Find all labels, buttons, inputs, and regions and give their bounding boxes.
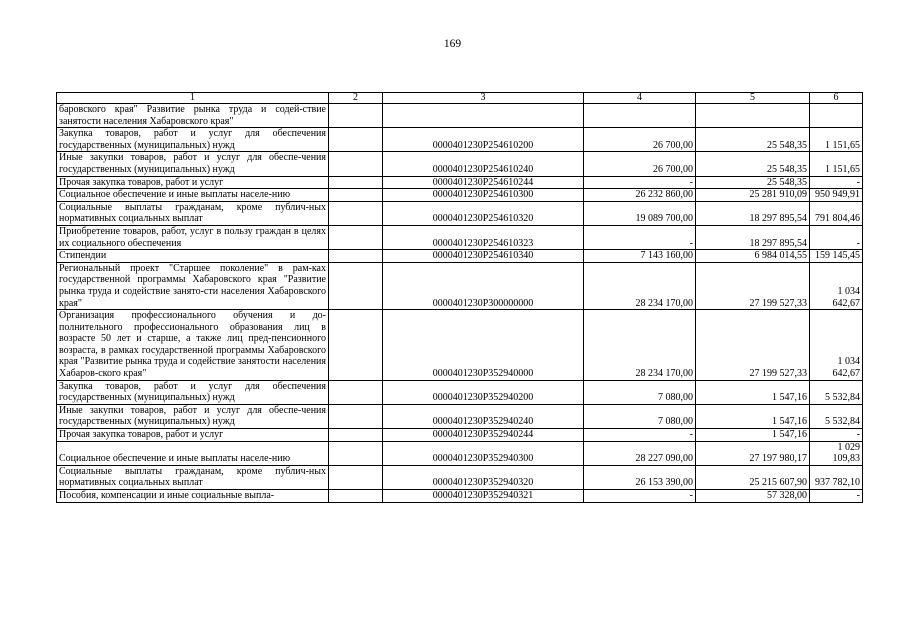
row-name-cell: Региональный проект "Старшее поколение" в рам-ках государственной программы Хабаровского края "Развитие рынка труда и содействие занято-сти населения Хабаровского края" — [57, 262, 329, 309]
row-section-cell — [329, 380, 383, 404]
row-section-cell — [329, 152, 383, 176]
row-name-cell: Социальные выплаты гражданам, кроме публич-ных нормативных социальных выплат — [57, 201, 329, 225]
row-executed-cell — [696, 104, 810, 128]
table-row — [57, 250, 863, 263]
table-header-row — [57, 93, 863, 104]
row-name-cell: Закупка товаров, работ и услуг для обеспечения государственных (муниципальных) нужд — [57, 128, 329, 152]
row-remainder-cell: 950 949,91 — [810, 189, 863, 202]
row-executed-cell: 57 328,00 — [696, 490, 810, 503]
column-header: 3 — [383, 93, 584, 104]
row-executed-cell: 6 984 014,55 — [696, 250, 810, 263]
row-planned-cell — [584, 104, 696, 128]
row-planned-cell: 7 143 160,00 — [584, 250, 696, 263]
row-code-cell: 0000401230P254610323 — [383, 225, 584, 249]
budget-table — [56, 92, 863, 503]
row-remainder-cell: 5 532,84 — [810, 404, 863, 428]
row-name-cell: Иные закупки товаров, работ и услуг для обеспе-чения государственных (муниципальных) нужд — [57, 152, 329, 176]
row-code-cell: 0000401230P254610200 — [383, 128, 584, 152]
row-code-cell: 0000401230P352940321 — [383, 490, 584, 503]
row-section-cell — [329, 404, 383, 428]
row-name-cell: Приобретение товаров, работ, услуг в пользу граждан в целях их социального обеспечения — [57, 225, 329, 249]
row-planned-cell: - — [584, 490, 696, 503]
row-code-cell: 0000401230P352940200 — [383, 380, 584, 404]
row-executed-cell: 27 197 980,17 — [696, 441, 810, 465]
row-executed-cell: 1 547,16 — [696, 404, 810, 428]
table-row — [57, 176, 863, 189]
row-section-cell — [329, 201, 383, 225]
row-section-cell — [329, 441, 383, 465]
row-planned-cell: 19 089 700,00 — [584, 201, 696, 225]
table-row — [57, 201, 863, 225]
row-remainder-cell: 159 145,45 — [810, 250, 863, 263]
column-header: 6 — [810, 93, 863, 104]
row-remainder-cell: 1 151,65 — [810, 128, 863, 152]
row-section-cell — [329, 310, 383, 381]
table-row — [57, 104, 863, 128]
table-row — [57, 441, 863, 465]
table-row — [57, 189, 863, 202]
row-section-cell — [329, 490, 383, 503]
row-section-cell — [329, 128, 383, 152]
row-planned-cell: 28 234 170,00 — [584, 310, 696, 381]
row-name-cell: баровского края" Развитие рынка труда и содей-ствие занятости населения Хабаровского края" — [57, 104, 329, 128]
row-planned-cell: 26 700,00 — [584, 128, 696, 152]
row-section-cell — [329, 104, 383, 128]
row-remainder-cell: - — [810, 225, 863, 249]
column-header: 1 — [57, 93, 329, 104]
row-name-cell: Социальное обеспечение и иные выплаты населе-нию — [57, 189, 329, 202]
row-code-cell: 0000401230P254610244 — [383, 176, 584, 189]
table-row — [57, 490, 863, 503]
row-executed-cell: 25 281 910,09 — [696, 189, 810, 202]
table-row — [57, 404, 863, 428]
row-remainder-cell: 1 034 642,67 — [810, 262, 863, 309]
row-executed-cell: 25 548,35 — [696, 128, 810, 152]
page-number: 169 — [443, 38, 462, 50]
row-name-cell: Пособия, компенсации и иные социальные выпла- — [57, 490, 329, 503]
table-body — [57, 104, 863, 503]
row-code-cell: 0000401230P352940240 — [383, 404, 584, 428]
row-name-cell: Стипендии — [57, 250, 329, 263]
row-code-cell: 0000401230P352940320 — [383, 465, 584, 489]
row-section-cell — [329, 429, 383, 442]
row-executed-cell: 1 547,16 — [696, 380, 810, 404]
row-remainder-cell: 5 532,84 — [810, 380, 863, 404]
row-name-cell: Социальные выплаты гражданам, кроме публич-ных нормативных социальных выплат — [57, 465, 329, 489]
row-executed-cell: 27 199 527,33 — [696, 262, 810, 309]
row-section-cell — [329, 465, 383, 489]
row-planned-cell: 7 080,00 — [584, 404, 696, 428]
row-planned-cell: 26 153 390,00 — [584, 465, 696, 489]
row-section-cell — [329, 262, 383, 309]
table-row — [57, 380, 863, 404]
table-row — [57, 310, 863, 381]
row-section-cell — [329, 250, 383, 263]
row-code-cell — [383, 104, 584, 128]
column-header: 4 — [584, 93, 696, 104]
row-name-cell: Организация профессионального обучения и до-полнительного профессионального образования лиц в возрасте 50 лет и старше, а также лиц пред-пенсионного возраста, в рамках государственной программы Хабаровского края "Развитие рынка труда и содействие занятости населения Хабаров-ского края" — [57, 310, 329, 381]
table-row — [57, 465, 863, 489]
table-row — [57, 128, 863, 152]
row-name-cell: Закупка товаров, работ и услуг для обеспечения государственных (муниципальных) нужд — [57, 380, 329, 404]
row-remainder-cell: 791 804,46 — [810, 201, 863, 225]
table-row — [57, 152, 863, 176]
row-name-cell: Прочая закупка товаров, работ и услуг — [57, 176, 329, 189]
row-planned-cell: 7 080,00 — [584, 380, 696, 404]
table-row — [57, 429, 863, 442]
row-executed-cell: 1 547,16 — [696, 429, 810, 442]
row-executed-cell: 18 297 895,54 — [696, 225, 810, 249]
row-remainder-cell: 1 029 109,83 — [810, 441, 863, 465]
row-section-cell — [329, 189, 383, 202]
row-section-cell — [329, 176, 383, 189]
column-header: 2 — [329, 93, 383, 104]
row-executed-cell: 25 548,35 — [696, 152, 810, 176]
row-remainder-cell: - — [810, 176, 863, 189]
row-planned-cell: 28 227 090,00 — [584, 441, 696, 465]
row-remainder-cell: 1 034 642,67 — [810, 310, 863, 381]
row-executed-cell: 27 199 527,33 — [696, 310, 810, 381]
row-section-cell — [329, 225, 383, 249]
row-remainder-cell — [810, 104, 863, 128]
row-executed-cell: 25 548,35 — [696, 176, 810, 189]
row-code-cell: 0000401230P254610300 — [383, 189, 584, 202]
row-code-cell: 0000401230P254610240 — [383, 152, 584, 176]
row-code-cell: 0000401230P352940244 — [383, 429, 584, 442]
row-code-cell: 0000401230P300000000 — [383, 262, 584, 309]
row-code-cell: 0000401230P254610320 — [383, 201, 584, 225]
row-remainder-cell: - — [810, 429, 863, 442]
row-planned-cell: - — [584, 176, 696, 189]
row-name-cell: Социальное обеспечение и иные выплаты населе-нию — [57, 441, 329, 465]
table-row — [57, 225, 863, 249]
row-planned-cell: - — [584, 429, 696, 442]
row-planned-cell: 26 232 860,00 — [584, 189, 696, 202]
row-code-cell: 0000401230P352940000 — [383, 310, 584, 381]
table-row — [57, 262, 863, 309]
row-executed-cell: 18 297 895,54 — [696, 201, 810, 225]
row-name-cell: Прочая закупка товаров, работ и услуг — [57, 429, 329, 442]
row-remainder-cell: 1 151,65 — [810, 152, 863, 176]
row-planned-cell: 28 234 170,00 — [584, 262, 696, 309]
row-executed-cell: 25 215 607,90 — [696, 465, 810, 489]
row-planned-cell: - — [584, 225, 696, 249]
row-code-cell: 0000401230P254610340 — [383, 250, 584, 263]
row-remainder-cell: - — [810, 490, 863, 503]
row-planned-cell: 26 700,00 — [584, 152, 696, 176]
row-code-cell: 0000401230P352940300 — [383, 441, 584, 465]
row-name-cell: Иные закупки товаров, работ и услуг для обеспе-чения государственных (муниципальных) нужд — [57, 404, 329, 428]
column-header: 5 — [696, 93, 810, 104]
row-remainder-cell: 937 782,10 — [810, 465, 863, 489]
